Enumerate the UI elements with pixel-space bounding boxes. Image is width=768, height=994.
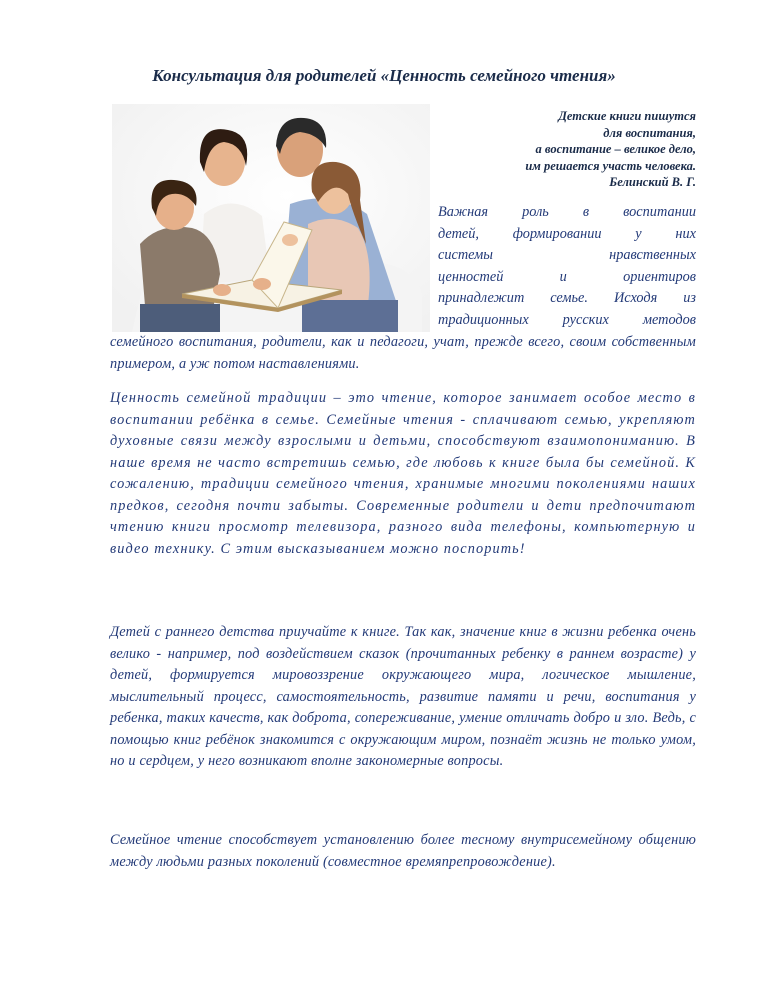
family-reading-photo [112,104,430,332]
intro-line: детей, формировании у них [438,225,696,242]
epigraph-line: а воспитание – великое дело, [535,142,696,156]
epigraph [396,108,696,191]
epigraph-author: Белинский В. Г. [609,175,696,189]
paragraph: Ценность семейной традиции – это чтение, которое занимает особое место в воспитании ребёнка в семье. Семейные чтения - сплачивают семью, укрепляют духовные связи между взрослыми и детьми, способствуют взаимопониманию. В наше время не часто встретишь семью, где любовь к книге была бы семейной. К сожалению, традиции семейного чтения, хранимые многими поколениями наших предков, сегодня почти забыты. Современные родители и дети предпочитают чтению книги просмотр телевизора, разного вида телефоны, компьютерную и видео технику. С этим высказыванием можно поспорить! [110,390,696,557]
paragraph: Детей с раннего детства приучайте к книге. Так как, значение книг в жизни ребенка очень велико - например, под воздействием сказок (прочитанных ребенку в раннем возрасте) у детей, формируется мировоззрение окружающего мира, логическое мышление, мыслительный процесс, самостоятельность, развитие памяти и речи, воспитания у ребенка, таких качеств, как доброта, сопереживание, умение отличать добро и зло. Ведь, с помощью книг ребёнок знакомится с окружающим миром, познаёт жизнь не только умом, но и сердцем, у него возникают вполне закономерные вопросы. [110,624,696,769]
intro-line: Важная роль в воспитании [438,204,696,220]
intro-line: традиционных русских методов [438,311,696,328]
document-title: Консультация для родителей «Ценность семейного чтения» [152,66,616,85]
intro-wrapped-text [438,202,696,331]
intro-line: системы нравственных [438,247,696,263]
intro-line: ценностей и ориентиров [438,268,696,285]
intro-line: принадлежит семье. Исходя из [438,290,696,306]
paragraph: Семейное чтение способствует установлению более тесному внутрисемейному общению между людьми разных поколений (совместное времяпрепровождение). [110,832,696,870]
epigraph-line: для воспитания, [603,125,696,140]
epigraph-line: им решается участь человека. [525,158,696,173]
intro-paragraph-rest: семейного воспитания, родители, как и педагоги, учат, прежде всего, своим собственным примером, а уж потом наставлениями. [110,334,696,372]
epigraph-line: Детские книги пишутся [558,109,696,123]
